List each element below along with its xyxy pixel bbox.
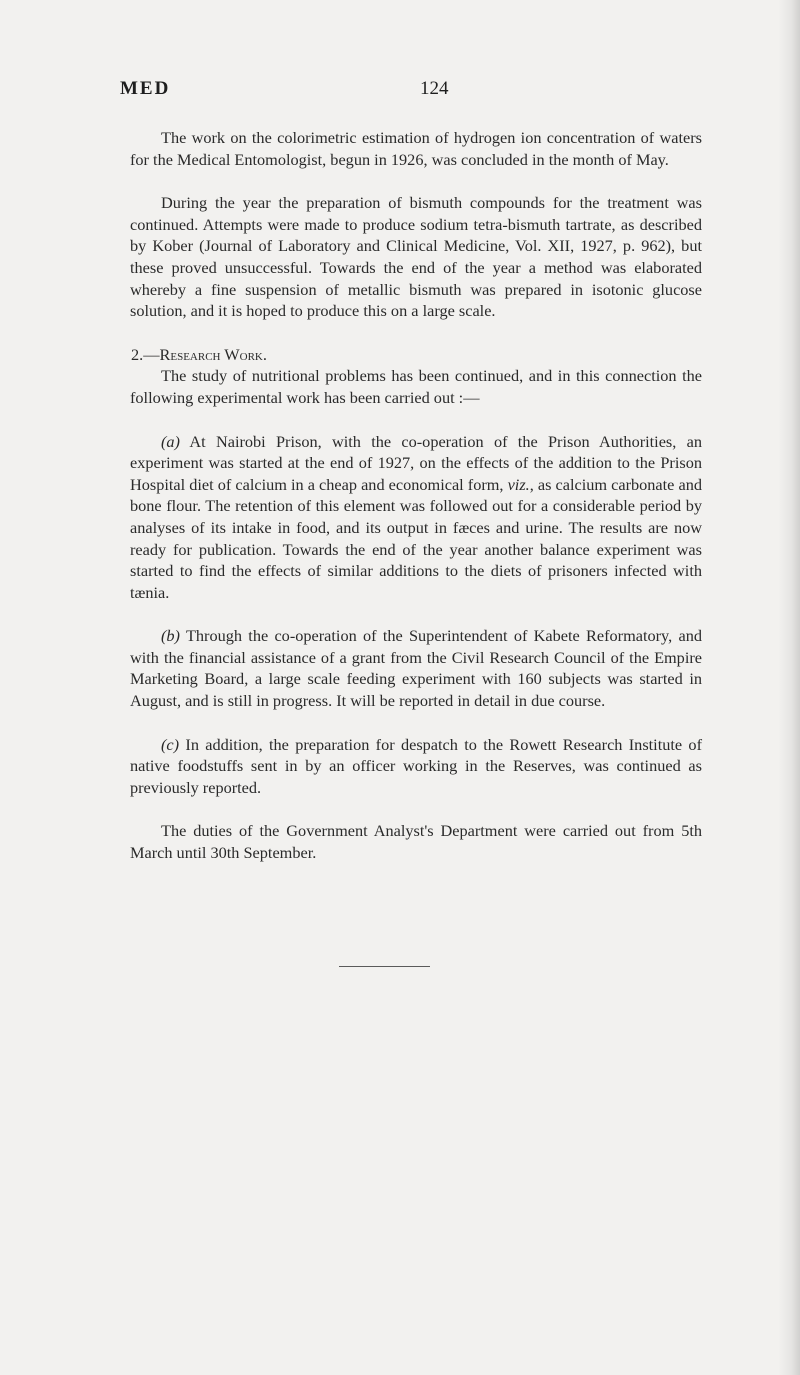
item-c-text: In addition, the preparation for despatch to the Rowett Research Institute of native foodstuffs sent in by an officer working in the Reserves, was continued as previously reported. [130,734,702,797]
item-b-label: (b) [161,626,180,646]
paragraph-item-a [130,431,702,604]
page-body [130,127,702,864]
running-head: MED [120,78,171,99]
closing-rule [339,966,430,967]
paragraph-nutrition-intro: The study of nutritional problems has been continued, and in this connection the following experimental work has been carried out :— [130,366,702,407]
section-number: 2.— [131,344,160,364]
item-a-label: (a) [161,431,180,451]
paragraph-analyst-duties: The duties of the Government Analyst's Department were carried out from 5th March until 30th September. [130,821,702,863]
item-a-text-1: At Nairobi Prison, with the co-operation of the Prison Authorities, an experiment was started at the end of 1927, on the effects of the addition to the Prison Hospital diet of calcium in a cheap and economical form, [130,431,702,494]
paragraph-colorimetric: The work on the colorimetric estimation of hydrogen ion concentration of waters for the Medical Entomologist, begun in 1926, was concluded in the month of May. [130,128,702,169]
item-b-text: Through the co-operation of the Superintendent of Kabete Reformatory, and with the financial assistance of a grant from the Civil Research Council of the Empire Marketing Board, a large scale feeding experiment with 160 subjects was started in August, and is still in progress. It will be reported in detail in due course. [130,626,702,711]
paragraph-bismuth: During the year the preparation of bismuth compounds for the treatment was continued. Attempts were made to produce sodium tetra-bismuth tartrate, as described by Kober (Journal of Laboratory and Clinical Medicine, Vol. XII, 1927, p. 962), but these proved unsuccessful. Towards the end of the year a method was elaborated whereby a fine suspension of metallic bismuth was prepared in isotonic glucose solution, and it is hoped to produce this on a large scale. [130,193,702,321]
section-title: Research Work. [159,344,267,364]
item-c-label: (c) [161,734,180,754]
section-heading [131,344,702,366]
page-edge-shadow [778,0,800,1375]
paragraph-item-c [130,734,702,799]
paragraph-item-b [130,625,702,711]
page-header [120,78,450,104]
item-a-text-2: , as calcium carbonate and bone flour. The retention of this element was followed out for a considerable period by analyses of its intake in food, and its output in fæces and urine. The results are now ready for publication. Towards the end of the year another balance experiment was started to find the effects of similar additions to the diets of prisoners infected with tænia. [130,474,702,602]
page-number: 124 [420,78,449,99]
item-a-viz: viz. [507,474,530,494]
